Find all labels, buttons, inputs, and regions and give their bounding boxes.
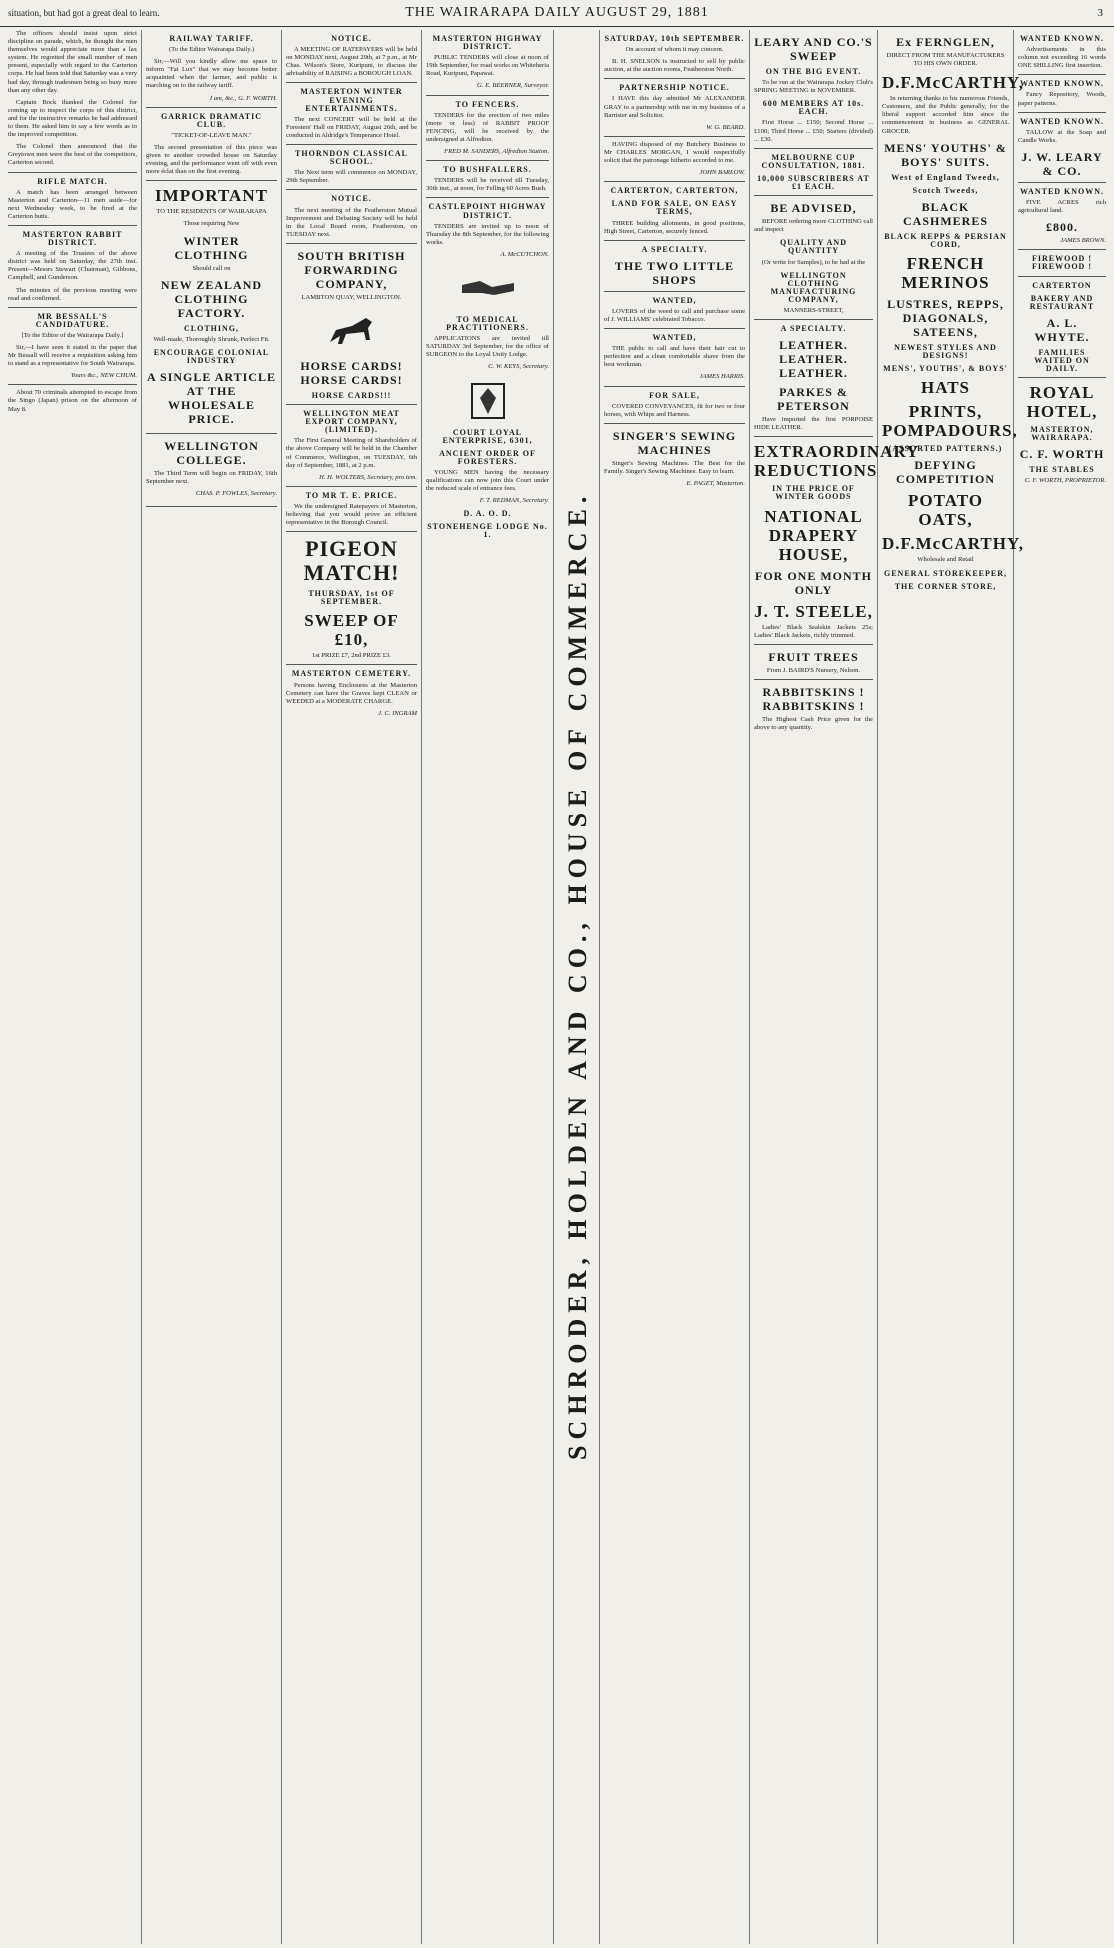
- heading-court-loyal: COURT LOYAL ENTERPRISE, 6301,: [442, 427, 533, 445]
- divider: [426, 160, 549, 161]
- column-9: [1014, 30, 1110, 1944]
- heading-cemetery: MASTERTON CEMETERY.: [291, 669, 412, 679]
- divider: [1018, 377, 1106, 378]
- ad-text: The next meeting of the Featherston Mutual Improvement and Debating Society will be held in the Local Board room, Featherston, on TUESDAY next.: [286, 206, 417, 238]
- article-text: A match has been arranged between Masterton and Carterton—11 men aside—for next Wednesday week, to be fired at the Carterton butts.: [8, 188, 137, 220]
- divider: [1018, 74, 1106, 75]
- subheading: IN THE PRICE OF WINTER GOODS: [772, 484, 855, 502]
- heading-medical: TO MEDICAL PRACTITIONERS.: [446, 314, 529, 333]
- heading-suits: MENS' YOUTHS' & BOYS' SUITS.: [884, 140, 1007, 169]
- divider: [286, 189, 417, 190]
- ad-text: To be run at the Wairarapa Jockey Club's SPRING MEETING in NOVEMBER.: [754, 79, 873, 95]
- heading-potato-oats: POTATO OATS,: [908, 491, 983, 530]
- heading-specialty: A SPECIALTY.: [641, 244, 708, 254]
- column-7: [750, 30, 920, 1944]
- ad-text: First Horse ... £150; Second Horse ... £100; Third Horse ... £50; Starters (divided) ... £30.: [754, 119, 873, 143]
- signature: CHAS. P. FOWLES, Secretary.: [195, 490, 277, 498]
- ad-line: THURSDAY, 1st OF SEPTEMBER.: [308, 589, 395, 607]
- heading-rabbit-district: MASTERTON RABBIT DISTRICT.: [22, 229, 123, 248]
- heading-to-mr-price: TO MR T. E. PRICE.: [305, 490, 398, 500]
- heading-wanted-known: WANTED KNOWN.: [1019, 79, 1105, 89]
- columns: [4, 30, 1110, 1944]
- subheading: NEWEST STYLES AND DESIGNS!: [894, 343, 997, 361]
- ad-text: B. H. SNELSON is instructed to sell by public auction, at the auction rooms, Featherston North.: [604, 58, 745, 74]
- divider: [8, 384, 137, 385]
- ad-line: (Or write for Samples), to be had at the: [761, 258, 866, 266]
- ad-text: APPLICATIONS are invited till SATURDAY 3rd September, for the office of SURGEON to the Loyal Unity Lodge.: [426, 335, 549, 359]
- ad-text: THE public to call and have their hair cut to perfection and a clean comfortable shave from the best workman.: [604, 345, 745, 369]
- signature: J. C. INGRAM: [378, 709, 417, 717]
- subheading: FAMILIES WAITED ON DAILY.: [1034, 347, 1090, 373]
- divider: [754, 195, 873, 196]
- ad-text: TENDERS will be received till Tuesday, 30th inst., at noon, for Felling 60 Acres Bush.: [426, 177, 549, 193]
- divider: [286, 486, 417, 487]
- ad-text: The next CONCERT will be held at the Foresters' Hall on FRIDAY, August 26th, and be conducted in Aldridge's Temperance Hotel.: [286, 115, 417, 139]
- subheading: "TICKET-OF-LEAVE MAN.": [171, 131, 252, 139]
- divider: [754, 436, 873, 437]
- heading-hats: HATS: [920, 378, 971, 398]
- heading-whyte: A. L. WHYTE.: [1034, 315, 1090, 344]
- article-text: The officers should insist upon strict discipline on parade, which, he thought the men themselves would appreciate more than a lax system. He regretted the small number of men present, especially with regard to the Carterton corps. He had been told that Saturday was a very bad day, through tradesmen being so busy more than any other day.: [8, 30, 137, 94]
- ad-text: YOUNG MEN having the necessary qualifications can now join this Court under the reduced scale of entrance fees.: [426, 468, 549, 493]
- ad-line: On account of whom it may concern.: [625, 46, 724, 54]
- heading-defying: DEFYING COMPETITION: [895, 458, 995, 487]
- divider: [604, 386, 745, 387]
- heading-worth: C. F. WORTH: [1019, 447, 1105, 462]
- letter-header: [To the Editor of the Wairarapa Daily.]: [21, 331, 124, 339]
- signature: C. W. KEYS, Secretary.: [488, 363, 549, 371]
- masthead-title: THE WAIRARAPA DAILY AUGUST 29, 1881: [405, 5, 709, 20]
- article-text: The minutes of the previous meeting were read and confirmed.: [8, 286, 137, 302]
- letter-header: (To the Editor Wairarapa Daily.): [168, 46, 255, 54]
- article-text: The second presentation of this piece was given to another crowded house on Saturday evening, and the performance went off with even more éclat than on the first evening.: [146, 143, 277, 176]
- heading-parkes: PARKES & PETERSON: [777, 385, 850, 414]
- subheading: LUSTRES, REPPS, DIAGONALS, SATEENS,: [887, 297, 1004, 340]
- ad-line: Those requiring New: [183, 220, 240, 228]
- heading-notice: NOTICE.: [331, 34, 372, 43]
- divider: [604, 240, 745, 241]
- subheading: MASTERTON, WAIRARAPA.: [1030, 425, 1094, 443]
- masthead: [0, 0, 1114, 27]
- ad-text: Singer's Sewing Machines. The Best for the Family. Singer's Sewing Machines. Easy to learn.: [604, 459, 745, 475]
- heading-candidature: MR BESSALL'S CANDIDATURE.: [35, 311, 110, 329]
- subheading: West of England Tweeds,: [891, 172, 1000, 182]
- ad-heading: WINTER CLOTHING: [174, 233, 249, 262]
- signature: Yours &c., NEW CHUM.: [70, 372, 137, 380]
- heading-rifle-match: RIFLE MATCH.: [37, 176, 108, 186]
- heading-sweep: LEARY AND CO.'S SWEEP: [754, 35, 873, 63]
- ad-text: Ladies' Black Sealskin Jackets 25s; Ladies' Black Jackets, richly trimmed.: [754, 623, 873, 639]
- heading-bushfallers: TO BUSHFALLERS.: [443, 165, 532, 175]
- article-text: A meeting of the Trustees of the above district was held on Saturday, the 27th inst. Present—Messrs Stewart (Chairman), Gibbons, Campbell, and Gunderson.: [8, 250, 137, 282]
- heading-wanted: WANTED,: [652, 333, 697, 343]
- heading-sweep: SWEEP OF £10,: [304, 611, 399, 650]
- subheading: WELLINGTON CLOTHING MANUFACTURING COMPANY,: [770, 270, 857, 304]
- heading-railway-tariff: RAILWAY TARIFF.: [169, 34, 254, 43]
- heading-royal-hotel: ROYAL HOTEL,: [1026, 383, 1098, 422]
- ad-text: Have imported the first PORPOISE HIDE LEATHER.: [754, 416, 873, 432]
- heading-fruit-trees: FRUIT TREES: [768, 649, 859, 664]
- divider: [754, 148, 873, 149]
- subheading: MENS', YOUTHS', & BOYS': [883, 364, 1008, 374]
- heading-dramatic-club: GARRICK DRAMATIC CLUB.: [161, 111, 262, 129]
- heading-for-sale: FOR SALE,: [649, 390, 700, 400]
- ad-text: The Third Term will begin on FRIDAY, 16th September next.: [146, 469, 277, 486]
- heading-firewood: FIREWOOD ! FIREWOOD !: [1032, 254, 1092, 272]
- column-6: [600, 30, 750, 1944]
- heading-wanted-known: WANTED KNOWN.: [1019, 186, 1105, 196]
- signature: F. T. REDMAN, Secretary.: [479, 497, 549, 505]
- ad-text: We the undersigned Ratepayers of Masterton, believing that you would prove an efficient representative in the Borough Council.: [286, 502, 417, 527]
- heading-stables: THE STABLES: [1029, 465, 1095, 475]
- column-5: [554, 30, 600, 1944]
- divider: [146, 180, 277, 181]
- column-4: [422, 30, 554, 1944]
- page-number: 3: [1097, 7, 1104, 19]
- heading-mccarthy-2: D.F.McCARTHY,: [882, 534, 1024, 554]
- ad-text: HAVING disposed of my Butchery Business to Mr CHARLES MORGAN, I would respectfully solicit that the patronage hitherto accorded to me.: [604, 140, 745, 165]
- ad-text: TENDERS are invited up to noon of Thursday the 8th September, for the following works.: [426, 222, 549, 246]
- ad-text: BEFORE ordering more CLOTHING call and inspect: [754, 218, 873, 234]
- divider: [8, 307, 137, 308]
- ad-line: From J. BAIRD'S Nursery, Nelson.: [766, 666, 861, 674]
- heading-forwarding: SOUTH BRITISH FORWARDING COMPANY,: [297, 248, 406, 291]
- heading-merinos: FRENCH MERINOS: [901, 254, 990, 293]
- divider: [1018, 112, 1106, 113]
- heading-cashmeres: BLACK CASHMERES: [902, 199, 988, 228]
- subheading: GENERAL STOREKEEPER,: [884, 568, 1007, 578]
- divider: [1018, 182, 1106, 183]
- subheading: LAND FOR SALE, ON EASY TERMS,: [611, 199, 738, 217]
- heading-price: £800.: [1046, 220, 1078, 235]
- heading-leather: LEATHER. LEATHER. LEATHER.: [779, 338, 848, 381]
- signature: A. McCUTCHON.: [500, 250, 549, 258]
- divider: [286, 531, 417, 532]
- divider: [286, 404, 417, 405]
- ad-heading: A SINGLE ARTICLE AT THE WHOLESALE PRICE.: [147, 369, 276, 426]
- ad-heading: ENCOURAGE COLONIAL INDUSTRY: [153, 347, 270, 365]
- signature: JAMES HARRIS.: [699, 373, 745, 381]
- signature: JAMES BROWN.: [1060, 237, 1106, 245]
- ad-text: LOVERS of the weed to call and purchase some of J. WILLIAMS' celebrated Tobacco.: [604, 307, 745, 323]
- ad-line: 1st PRIZE £7, 2nd PRIZE £3.: [312, 652, 391, 660]
- heading-wanted-known: WANTED KNOWN.: [1019, 116, 1105, 126]
- horse-illustration: [322, 306, 382, 354]
- heading-partnership: PARTNERSHIP NOTICE.: [619, 83, 730, 93]
- ad-text: The Highest Cash Price given for the above to any quantity.: [754, 715, 873, 731]
- ad-line: DIRECT FROM THE MANUFACTURERS TO HIS OWN ORDER.: [886, 52, 1005, 68]
- heading-pigeon-match: PIGEON MATCH!: [303, 536, 400, 586]
- subheading: BLACK REPPS & PERSIAN CORD,: [884, 231, 1007, 249]
- ad-text: I HAVE this day admitted Mr ALEXANDER GRAY to a partnership with me in my business of a Barrister and Solicitor.: [604, 95, 745, 119]
- column-1: [4, 30, 142, 1944]
- divider: [286, 82, 417, 83]
- heading-horse-cards-2: HORSE CARDS!!!: [311, 390, 392, 400]
- heading-one-month: FOR ONE MONTH ONLY: [755, 568, 872, 597]
- heading-drapery-house: NATIONAL DRAPERY HOUSE,: [764, 506, 863, 564]
- heading-rabbitskins: RABBITSKINS ! RABBITSKINS !: [762, 684, 865, 713]
- signature: I am, &c., G. F. WORTH.: [209, 94, 277, 102]
- heading-wanted-known: WANTED KNOWN.: [1019, 34, 1105, 43]
- heading-little-shops: THE TWO LITTLE SHOPS: [614, 258, 735, 287]
- ad-text: TENDERS for the erection of two miles (more or less) of RABBIT PROOF FENCING, will be received by the undersigned at Alfredton.: [426, 111, 549, 143]
- subheading: BAKERY AND RESTAURANT: [1029, 293, 1095, 311]
- subheading: (ASSORTED PATTERNS.): [888, 444, 1003, 454]
- article-text: The Colonel then announced that the Greytown men were the best of the competitors, Carterton second.: [8, 143, 137, 167]
- ad-text: THREE building allotments, in good positions, High Street, Carterton, securely fenced.: [604, 219, 745, 235]
- heading-be-advised: BE ADVISED,: [770, 201, 857, 216]
- heading-druids: D. A. O. D.: [463, 509, 512, 519]
- column-3: [282, 30, 422, 1944]
- signature: W. G. BEARD.: [706, 123, 745, 131]
- divider: [604, 423, 745, 424]
- ad-line: LAMBTON QUAY, WELLINGTON.: [301, 293, 402, 301]
- heading-melbourne-cup: MELBOURNE CUP CONSULTATION, 1881.: [761, 152, 866, 170]
- ad-line: Well-made, Thoroughly Shrunk, Perfect Fit.: [153, 335, 270, 343]
- heading-mccarthy: D.F.McCARTHY,: [882, 73, 1024, 93]
- signature: C. F. WORTH, PROPRIETOR.: [1024, 477, 1106, 485]
- divider: [604, 181, 745, 182]
- ad-text: COVERED CONVEYANCES, fit for two or four horses, with Whips and Harness.: [604, 402, 745, 418]
- article-text: About 70 criminals attempted to escape from the Singo (Japan) prison on the afternoon of May 8.: [8, 389, 137, 413]
- heading-horse-cards: HORSE CARDS! HORSE CARDS!: [300, 358, 403, 387]
- heading-singers: SINGER'S SEWING MACHINES: [612, 428, 737, 457]
- divider: [8, 172, 137, 173]
- signature: G. E. BEERNER, Surveyor.: [477, 82, 549, 90]
- ad-heading: CLOTHING,: [183, 323, 239, 333]
- subheading: 10,000 SUBSCRIBERS AT £1 EACH.: [757, 173, 870, 192]
- divider: [754, 679, 873, 680]
- ad-line: Wholesale and Retail: [917, 556, 974, 564]
- divider: [1018, 276, 1106, 277]
- heading-thorndon: THORNDON CLASSICAL SCHOOL.: [295, 149, 408, 167]
- heading-specialty: A SPECIALTY.: [780, 324, 847, 334]
- heading-entertainments: MASTERTON WINTER EVENING ENTERTAINMENTS.: [300, 87, 403, 113]
- heading-prints: PRINTS, POMPADOURS,: [882, 402, 1018, 441]
- heading-fencers: TO FENCERS.: [455, 99, 520, 109]
- signature: JOHN BARLOW.: [699, 169, 745, 177]
- ad-line: MANNERS-STREET,: [783, 306, 844, 314]
- handshake-illustration: [458, 263, 518, 311]
- divider: [286, 144, 417, 145]
- ad-text: Fancy Repository, Woods, paper patterns.: [1018, 91, 1106, 107]
- heading-highway: MASTERTON HIGHWAY DISTRICT.: [432, 34, 543, 52]
- heading-carterton: CARTERTON: [1032, 280, 1092, 290]
- ad-clothing-factory: [146, 186, 277, 434]
- subheading: QUALITY AND QUANTITY: [780, 238, 847, 256]
- article-text: Sir,—I have seen it stated in the paper that Mr Bessall will receive a requisition asking him to stand as a representative for South Wairarapa.: [8, 344, 137, 368]
- heading-castlepoint: CASTLEPOINT HIGHWAY DISTRICT.: [428, 202, 547, 220]
- divider: [426, 95, 549, 96]
- ad-line: Should call on: [192, 264, 231, 272]
- ad-text: Advertisements in this column not exceeding 16 words ONE SHILLING first insertion.: [1018, 46, 1106, 70]
- heading-notice: NOTICE.: [331, 194, 372, 204]
- foresters-crest: [458, 376, 518, 424]
- article-text: Sir,—Will you kindly allow me space to inform "Fat Lux" that we may become better acquainted when the farmer, and public is marching on to the railway tariff.: [146, 58, 277, 90]
- ad-text: PUBLIC TENDERS will close at noon of 19th September, for road works on Whiteheria Road, Kuripuni, Papawai.: [426, 54, 549, 78]
- ad-line: TO THE RESIDENTS OF WAIRARAPA: [156, 208, 267, 216]
- subheading: ON THE BIG EVENT.: [765, 67, 862, 76]
- divider: [604, 328, 745, 329]
- heading-wanted: WANTED,: [652, 295, 697, 305]
- heading-reductions: EXTRAORDINARY REDUCTIONS: [754, 442, 920, 481]
- heading-leary: J. W. LEARY & CO.: [1021, 149, 1103, 178]
- ad-text: FIVE ACRES rich agricultural land.: [1018, 199, 1106, 215]
- divider: [1018, 249, 1106, 250]
- subheading: THE CORNER STORE,: [894, 581, 997, 591]
- heading-auction-date: SATURDAY, 10th SEPTEMBER.: [604, 34, 745, 43]
- heading-steele: J. T. STEELE,: [754, 601, 873, 621]
- ad-wellington-college: [146, 439, 277, 507]
- divider: [286, 243, 417, 244]
- ad-heading: NEW ZEALAND CLOTHING FACTORY.: [160, 277, 263, 320]
- column-2: [142, 30, 282, 1944]
- signature: E. PAGET, Masterton.: [686, 480, 745, 487]
- ad-text: The Next term will commence on MONDAY, 29th September.: [286, 169, 417, 185]
- divider: [604, 291, 745, 292]
- subheading: Scotch Tweeds,: [912, 185, 979, 195]
- ad-text: Persons having Enclosures at the Masterton Cemetery can have the Graves kept CLEAN or WEEDED at a MODERATE CHARGE.: [286, 681, 417, 705]
- ad-text: TALLOW at the Soap and Candle Works.: [1018, 128, 1106, 144]
- ad-text: In returning thanks to his numerous Friends, Customers, and the Public generally, for the liberal support accorded him since the commencement in business as GENERAL GROCER.: [882, 95, 1009, 135]
- ad-heading: WELLINGTON COLLEGE.: [164, 438, 259, 467]
- signature: FRED M. SANDERS, Alfredton Station.: [444, 148, 549, 156]
- heading-fernglen: Ex FERNGLEN,: [896, 35, 995, 49]
- divider: [604, 136, 745, 137]
- subheading: 600 MEMBERS AT 10s. EACH.: [762, 99, 865, 117]
- article-text: Captain Bock thanked the Colonel for coming up to inspect the corps of this district, and for the instructive remarks he had addressed to them. He asked him to say a few words as to the improved competition.: [8, 98, 137, 139]
- divider: [286, 664, 417, 665]
- subheading: ANCIENT ORDER OF FORESTERS.: [439, 448, 536, 466]
- divider: [8, 225, 137, 226]
- subheading: STONEHENGE LODGE No. 1.: [427, 522, 548, 540]
- heading-carterton: CARTERTON, CARTERTON,: [610, 186, 739, 196]
- vertical-banner-ad: SCHRODER, HOLDEN AND CO., HOUSE OF COMMERCE.: [562, 490, 592, 1460]
- divider: [426, 197, 549, 198]
- heading-meat-export: WELLINGTON MEAT EXPORT COMPANY, (LIMITED).: [303, 409, 400, 435]
- masthead-carryover: situation, but had got a great deal to learn.: [8, 8, 160, 18]
- divider: [604, 78, 745, 79]
- divider: [146, 107, 277, 108]
- signature: H. H. WOLTERS, Secretary, pro tem.: [319, 473, 417, 481]
- ad-heading: IMPORTANT: [155, 186, 268, 206]
- divider: [754, 644, 873, 645]
- column-8: [878, 30, 1024, 1944]
- ad-text: The First General Meeting of Shareholders of the above Company will be held in the Chamber of Commerce, Wellington, on TUESDAY, 6th day of September, 1881, at 2 p.m.: [286, 437, 417, 469]
- divider: [754, 319, 873, 320]
- ad-text: A MEETING OF RATEPAYERS will be held on MONDAY next, August 29th, at 7 p.m., at Mr Chas. Wilson's Store, Kuripuni, to discuss the advisability of RAISING a BOROUGH LOAN.: [286, 46, 417, 78]
